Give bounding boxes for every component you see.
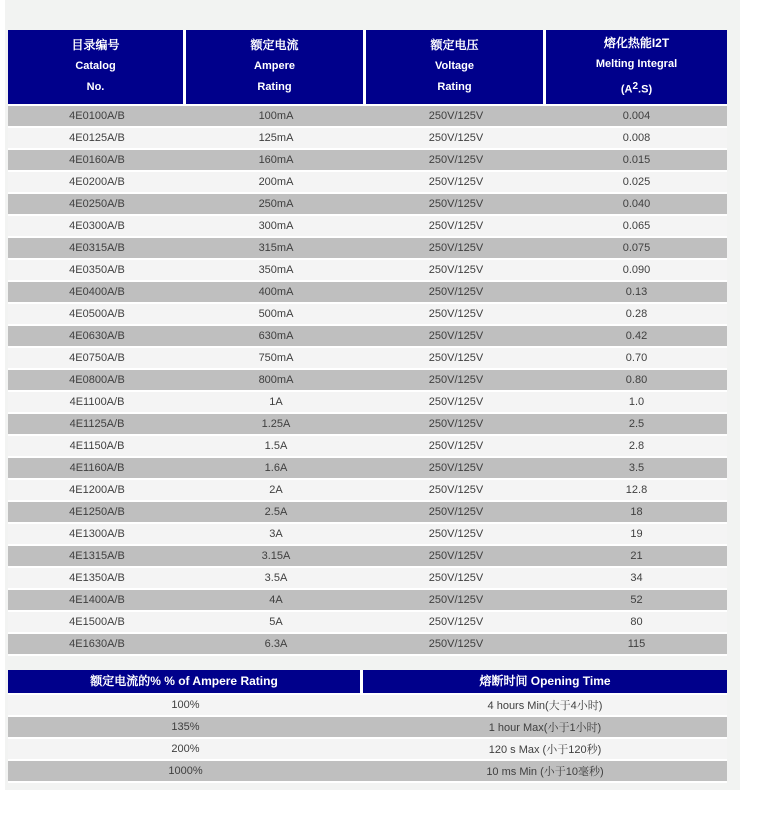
cell: 4E0250A/B xyxy=(8,194,186,216)
specs-table-header xyxy=(8,30,727,106)
table-row xyxy=(8,480,727,502)
cell: 4E0400A/B xyxy=(8,282,186,304)
cell: 4E0100A/B xyxy=(8,106,186,128)
cell: 250V/125V xyxy=(366,172,546,194)
table-row xyxy=(8,739,727,761)
cell: 4E1350A/B xyxy=(8,568,186,590)
cell: 250V/125V xyxy=(366,150,546,172)
cell: 250V/125V xyxy=(366,392,546,414)
cell: 200% xyxy=(8,739,363,761)
specs-table xyxy=(8,30,727,656)
cell: 2.5 xyxy=(546,414,727,436)
cell: 135% xyxy=(8,717,363,739)
cell: 125mA xyxy=(186,128,366,150)
cell: 0.004 xyxy=(546,106,727,128)
cell: 1.0 xyxy=(546,392,727,414)
cell: 300mA xyxy=(186,216,366,238)
cell: 250V/125V xyxy=(366,304,546,326)
table-row xyxy=(8,458,727,480)
opening-time-table-header xyxy=(8,670,727,695)
cell: 1.5A xyxy=(186,436,366,458)
table-row xyxy=(8,260,727,282)
cell: 250V/125V xyxy=(366,216,546,238)
cell: 750mA xyxy=(186,348,366,370)
cell: 21 xyxy=(546,546,727,568)
table-row xyxy=(8,150,727,172)
cell: 0.008 xyxy=(546,128,727,150)
specs-table-header-voltage xyxy=(366,30,546,106)
header-melting-unit: $(A^2.S)$ xyxy=(620,81,653,96)
cell: 4 hours Min(大于4小时) xyxy=(363,695,727,717)
cell: 4E1500A/B xyxy=(8,612,186,634)
cell: 100% xyxy=(8,695,363,717)
cell: 120 s Max (小于120秒) xyxy=(363,739,727,761)
cell: 0.13 xyxy=(546,282,727,304)
table-row xyxy=(8,568,727,590)
cell: 250V/125V xyxy=(366,524,546,546)
cell: 500mA xyxy=(186,304,366,326)
cell: 12.8 xyxy=(546,480,727,502)
cell: 250V/125V xyxy=(366,546,546,568)
table-row xyxy=(8,282,727,304)
table-row xyxy=(8,717,727,739)
header-melting-zh: 熔化热能I2T xyxy=(603,36,670,50)
cell: 250V/125V xyxy=(366,436,546,458)
cell: 1000% xyxy=(8,761,363,783)
header-melting-en1: Melting Integral xyxy=(595,58,678,70)
cell: 250mA xyxy=(186,194,366,216)
cell: 2.5A xyxy=(186,502,366,524)
table-row xyxy=(8,590,727,612)
table-row xyxy=(8,414,727,436)
cell: 250V/125V xyxy=(366,414,546,436)
cell: 4E0315A/B xyxy=(8,238,186,260)
cell: 1.25A xyxy=(186,414,366,436)
header-catalog-zh: 目录编号 xyxy=(71,38,120,53)
cell: 4E1315A/B xyxy=(8,546,186,568)
specs-table-header-catalog xyxy=(8,30,186,106)
cell: 52 xyxy=(546,590,727,612)
cell: 4E0800A/B xyxy=(8,370,186,392)
cell: 4E1100A/B xyxy=(8,392,186,414)
table-row xyxy=(8,546,727,568)
table-row xyxy=(8,612,727,634)
cell: 250V/125V xyxy=(366,128,546,150)
header-ampere-en1: Ampere xyxy=(254,60,295,73)
cell: 0.80 xyxy=(546,370,727,392)
cell: 4E0300A/B xyxy=(8,216,186,238)
table-row xyxy=(8,502,727,524)
table-row xyxy=(8,695,727,717)
table-row xyxy=(8,216,727,238)
cell: 1.6A xyxy=(186,458,366,480)
cell: 250V/125V xyxy=(366,634,546,656)
cell: 4E0500A/B xyxy=(8,304,186,326)
cell: 0.065 xyxy=(546,216,727,238)
table-row xyxy=(8,128,727,150)
cell: 4E1250A/B xyxy=(8,502,186,524)
table-row xyxy=(8,761,727,783)
header-percent-of-ampere-rating: 额定电流的% % of Ampere Rating xyxy=(8,670,363,695)
cell: 3.15A xyxy=(186,546,366,568)
cell: 4E1300A/B xyxy=(8,524,186,546)
cell: 3.5A xyxy=(186,568,366,590)
cell: 4E1400A/B xyxy=(8,590,186,612)
cell: 4E1200A/B xyxy=(8,480,186,502)
cell: 200mA xyxy=(186,172,366,194)
cell: 160mA xyxy=(186,150,366,172)
cell: 4E0125A/B xyxy=(8,128,186,150)
cell: 250V/125V xyxy=(366,326,546,348)
cell: 34 xyxy=(546,568,727,590)
header-catalog-en1: Catalog xyxy=(75,60,116,73)
header-ampere-zh: 额定电流 xyxy=(250,38,299,53)
cell: 400mA xyxy=(186,282,366,304)
table-row xyxy=(8,524,727,546)
cell: 0.075 xyxy=(546,238,727,260)
table-row xyxy=(8,304,727,326)
table-row xyxy=(8,326,727,348)
table-row xyxy=(8,370,727,392)
cell: 630mA xyxy=(186,326,366,348)
table-row xyxy=(8,238,727,260)
cell: 4E0750A/B xyxy=(8,348,186,370)
cell: 315mA xyxy=(186,238,366,260)
cell: 250V/125V xyxy=(366,612,546,634)
cell: 250V/125V xyxy=(366,370,546,392)
superscript-two: 2 xyxy=(632,81,639,92)
table-row xyxy=(8,172,727,194)
cell: 250V/125V xyxy=(366,502,546,524)
cell: 10 ms Min (小于10毫秒) xyxy=(363,761,727,783)
cell: 250V/125V xyxy=(366,590,546,612)
cell: 0.28 xyxy=(546,304,727,326)
cell: 5A xyxy=(186,612,366,634)
cell: 0.025 xyxy=(546,172,727,194)
header-ampere-en2: Rating xyxy=(257,81,292,94)
cell: 0.040 xyxy=(546,194,727,216)
cell: 250V/125V xyxy=(366,568,546,590)
table-row xyxy=(8,348,727,370)
cell: 4E1125A/B xyxy=(8,414,186,436)
cell: 19 xyxy=(546,524,727,546)
cell: 4E0630A/B xyxy=(8,326,186,348)
cell: 350mA xyxy=(186,260,366,282)
cell: 250V/125V xyxy=(366,348,546,370)
cell: 800mA xyxy=(186,370,366,392)
cell: 250V/125V xyxy=(366,282,546,304)
table-row xyxy=(8,106,727,128)
cell: 250V/125V xyxy=(366,106,546,128)
table-row xyxy=(8,436,727,458)
cell: 3A xyxy=(186,524,366,546)
header-voltage-en1: Voltage xyxy=(435,60,474,73)
specs-table-header-melting-integral xyxy=(546,30,727,106)
cell: 4E0350A/B xyxy=(8,260,186,282)
cell: 4E0160A/B xyxy=(8,150,186,172)
opening-time-table xyxy=(8,670,727,783)
cell: 4A xyxy=(186,590,366,612)
cell: 18 xyxy=(546,502,727,524)
cell: 3.5 xyxy=(546,458,727,480)
header-voltage-zh: 额定电压 xyxy=(430,38,479,53)
cell: 250V/125V xyxy=(366,458,546,480)
cell: 4E1630A/B xyxy=(8,634,186,656)
header-voltage-en2: Rating xyxy=(437,81,472,94)
header-catalog-en2: No. xyxy=(86,81,105,94)
cell: 115 xyxy=(546,634,727,656)
cell: 2A xyxy=(186,480,366,502)
cell: 2.8 xyxy=(546,436,727,458)
specs-table-header-ampere xyxy=(186,30,366,106)
cell: 80 xyxy=(546,612,727,634)
cell: 1A xyxy=(186,392,366,414)
table-row xyxy=(8,634,727,656)
cell: 6.3A xyxy=(186,634,366,656)
cell: 250V/125V xyxy=(366,260,546,282)
cell: 0.70 xyxy=(546,348,727,370)
table-row xyxy=(8,194,727,216)
cell: 4E1160A/B xyxy=(8,458,186,480)
cell: 0.42 xyxy=(546,326,727,348)
cell: 250V/125V xyxy=(366,238,546,260)
page xyxy=(5,0,740,790)
cell: 0.090 xyxy=(546,260,727,282)
table-row xyxy=(8,392,727,414)
cell: 1 hour Max(小于1小时) xyxy=(363,717,727,739)
header-opening-time: 熔断时间 Opening Time xyxy=(363,670,727,695)
cell: 4E1150A/B xyxy=(8,436,186,458)
cell: 100mA xyxy=(186,106,366,128)
cell: 250V/125V xyxy=(366,480,546,502)
cell: 4E0200A/B xyxy=(8,172,186,194)
cell: 0.015 xyxy=(546,150,727,172)
cell: 250V/125V xyxy=(366,194,546,216)
